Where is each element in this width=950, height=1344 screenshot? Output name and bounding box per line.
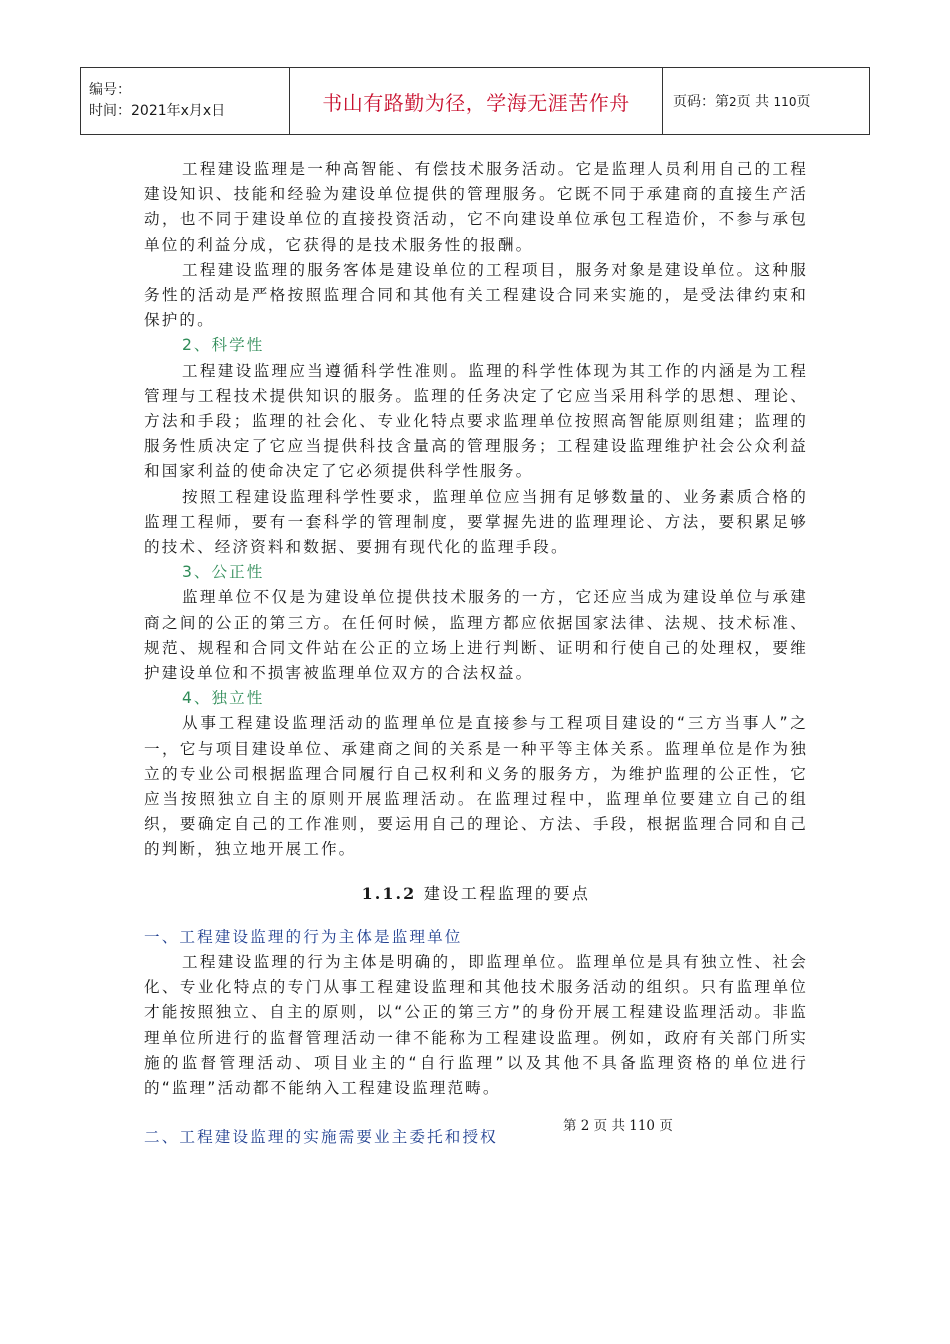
paragraph-subject: 工程建设监理的行为主体是明确的，即监理单位。监理单位是具有独立性、社会化、专业化特点的专门从事工程建设监理和其他技术服务活动的组织。只有监理单位才能按照独立、自主的原则，以“公正的第三方”的身份开展工程建设监理活动。非监理单位所进行的监督管理活动一律不能称为工程建设监理。例如，政府有关部门所实施的监督管理活动、项目业主的“自行监理”以及其他不具备监理资格的单位进行的“监理”活动都不能纳入工程建设监理范畴。: [144, 952, 808, 1097]
section-title-text: 建设工程监理的要点: [423, 883, 591, 903]
page-total: 110: [773, 95, 797, 109]
header-motto: 书山有路勤为径，学海无涯苦作舟: [290, 68, 663, 135]
heading-fairness: 3、公正性: [182, 563, 265, 582]
paragraph-independence: 从事工程建设监理活动的监理单位是直接参与工程项目建设的“三方当事人”之一，它与项目建设单位、承建商之间的关系是一种平等主体关系。监理单位是作为独立的专业公司根据监理合同履行自己权利和义务的服务方，为维护监理的公正性，它应当按照独立自主的原则开展监理活动。在监理过程中，监理单位要建立自己的组织，要确定自己的工作准则，要运用自己的理论、方法、手段，根据监理合同和自己的判断，独立地开展工作。: [144, 714, 808, 859]
page-suffix: 页: [796, 94, 811, 110]
document-body: [144, 157, 808, 1150]
paragraph-service-nature: 工程建设监理是一种高智能、有偿技术服务活动。它是监理人员利用自己的工程建设知识、技能和经验为建设单位提供的管理服务。它既不同于承建商的直接生产活动，也不同于建设单位的直接投资活动，它不向建设单位承包工程造价，不参与承包单位的利益分成，它获得的是技术服务性的报酬。: [144, 160, 808, 254]
page-prefix: 页码：第: [673, 94, 729, 110]
subheading-authorization: 二、工程建设监理的实施需要业主委托和授权: [144, 1128, 498, 1147]
section-number: 1.1.2: [361, 883, 417, 903]
page-number: 2: [729, 95, 737, 109]
paragraph-science: 工程建设监理应当遵循科学性准则。监理的科学性体现为其工作的内涵是为工程管理与工程技术提供知识的服务。监理的任务决定了它应当采用科学的思想、理论、方法和手段；监理的社会化、专业化特点要求监理单位按照高智能原则组建；监理的服务性质决定了它应当提供科技含量高的管理服务；工程建设监理维护社会公众利益和国家利益的使命决定了它必须提供科学性服务。: [144, 361, 808, 481]
subheading-subject: 一、工程建设监理的行为主体是监理单位: [144, 927, 463, 946]
paragraph-service-object: 工程建设监理的服务客体是建设单位的工程项目，服务对象是建设单位。这种服务性的活动是严格按照监理合同和其他有关工程建设合同来实施的，是受法律约束和保护的。: [144, 260, 808, 330]
heading-independence: 4、独立性: [182, 689, 265, 708]
header-meta-cell: [81, 68, 290, 135]
heading-science: 2、科学性: [182, 336, 265, 355]
paragraph-science-requirements: 按照工程建设监理科学性要求，监理单位应当拥有足够数量的、业务素质合格的监理工程师，要有一套科学的管理制度，要掌握先进的监理理论、方法，要积累足够的技术、经济资料和数据、要拥有现代化的监理手段。: [144, 487, 808, 557]
page-footer: 第 2 页 共 110 页: [563, 1118, 673, 1134]
header-table: [80, 67, 870, 135]
paragraph-fairness: 监理单位不仅是为建设单位提供技术服务的一方，它还应当成为建设单位与承建商之间的公正的第三方。在任何时候，监理方都应依据国家法律、法规、技术标准、规范、规程和合同文件站在公正的立场上进行判断、证明和行使自己的处理权，要维护建设单位和不损害被监理单位双方的合法权益。: [144, 588, 808, 683]
header-page-info: [663, 68, 870, 135]
document-number-label: 编号：: [89, 82, 131, 98]
document-time-label: 时间：2021年x月x日: [89, 103, 226, 119]
section-title: [144, 881, 808, 907]
page-mid: 页 共: [736, 94, 770, 110]
